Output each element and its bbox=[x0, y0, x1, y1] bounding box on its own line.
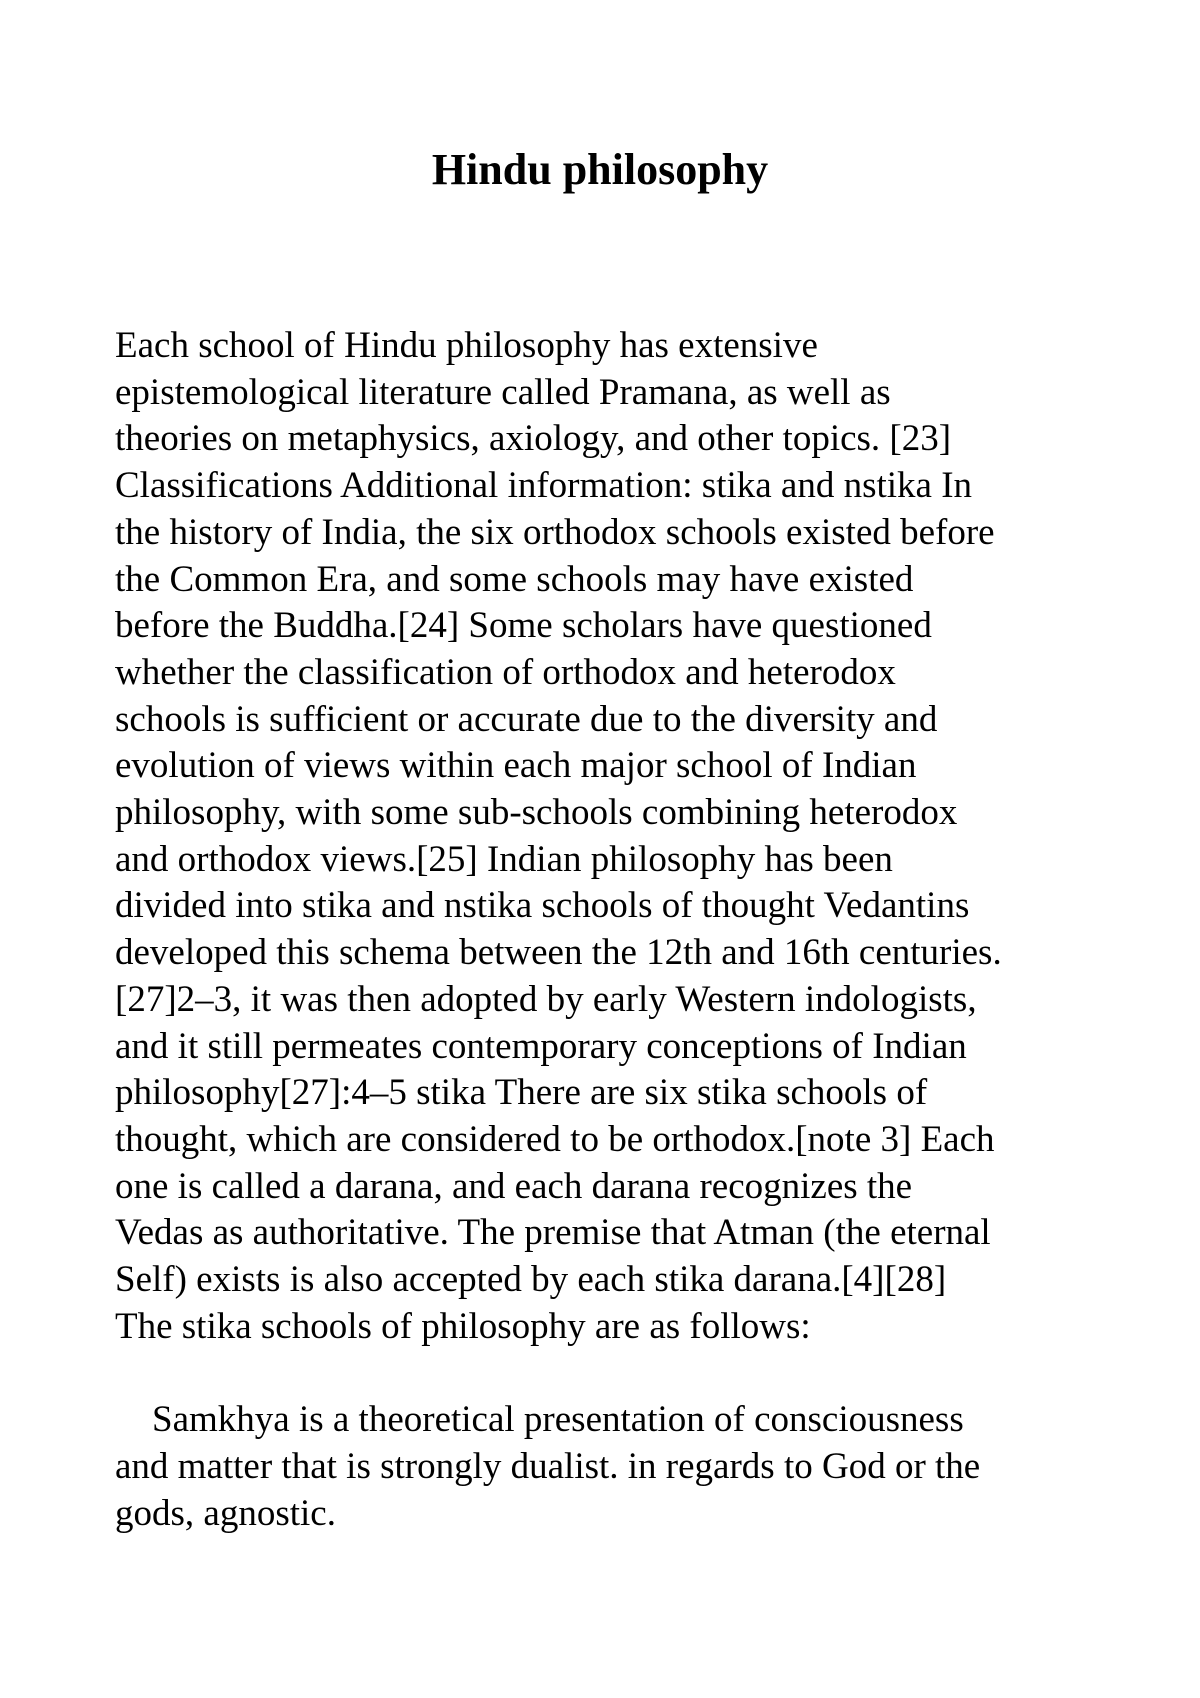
body-text: Each school of Hindu philosophy has extensive epistemological literature called Pramana, as well as theories on metaphysics, axiology, and other topics. [23] Classifications Additional information: stika and nstika In the history of India, the six orthodox schools existed before the Common Era, and some schools may have existed before the Buddha.[24] Some scholars have questioned whether the classification of orthodox and heterodox schools is sufficient or accurate due to the diversity and evolution of views within each major school of Indian philosophy, with some sub-schools combining heterodox and orthodox views.[25] Indian philosophy has been divided into stika and nstika schools of thought Vedantins developed this schema between the 12th and 16th centuries. [27]2–3, it was then adopted by early Western indologists, and it still permeates contemporary conceptions of Indian philosophy[27]:4–5 stika There are six stika schools of thought, which are considered to be orthodox.[note 3] Each one is called a darana, and each darana recognizes the Vedas as authoritative. The premise that Atman (the eternal Self) exists is also accepted by each stika darana.[4][28] The stika schools of philosophy are as follows: Samkhya is a theoretical presentation of consciousness and matter that is strongly dualist. in regards to God or the gods, agnostic. bbox=[115, 325, 1002, 1534]
page-title: Hindu philosophy bbox=[431, 145, 769, 194]
